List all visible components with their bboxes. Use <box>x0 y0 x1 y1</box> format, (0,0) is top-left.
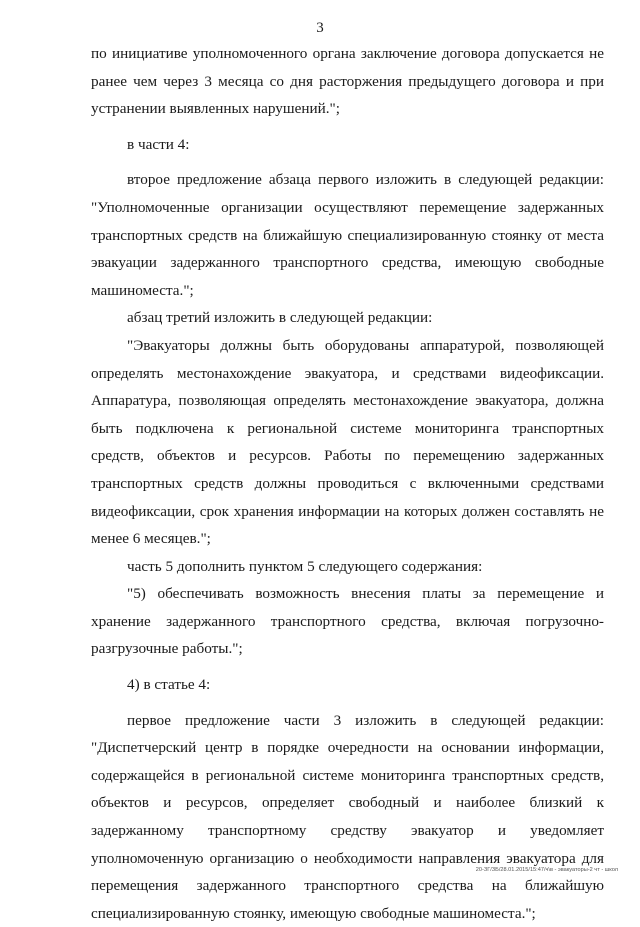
paragraph-dispatch-center: первое предложение части 3 изложить в следующей редакции: "Диспетчерский центр в порядке очередности на основании информации, содержащейся в региональной системе мониторинга транспортных средств, объектов и ресурсов, определяет свободный и наиболее близкий к задержанному транспортному средству эвакуатор и уведомляет уполномоченную организацию о необходимости направления эвакуатора для перемещения задержанного транспортного средства на ближайшую специализированную стоянку, имеющую свободные машиноместа."; <box>91 711 604 922</box>
paragraph-article-4-heading: 4) в статье 4: <box>127 676 211 694</box>
paragraph-part-5-addition: часть 5 дополнить пунктом 5 следующего содержания: <box>127 557 483 575</box>
paragraph-tow-trucks-equipment: "Эвакуаторы должны быть оборудованы аппаратурой, позволяющей определять местонахождение эвакуатора, и средствами видеофиксации. Аппаратура, позволяющая определять местонахождение эвакуатора, должна быть подключена к региональной системе мониторинга транспортных средств, объектов и ресурсов. Работы по перемещению задержанных транспортных средств должны проводиться с включенными средствами видеофиксации, срок хранения информации на которых должен составлять не менее 6 месяцев."; <box>91 336 604 548</box>
footer-file-reference: 20-ЗГ/ЗБ/28.01.2015/15:47/ч\в - эвакуаторы-2 чт - школ <box>475 867 618 873</box>
document-body <box>91 40 604 927</box>
page-number: 3 <box>316 20 324 36</box>
paragraph-part-4-heading: в части 4: <box>127 135 190 153</box>
paragraph-continuation: по инициативе уполномоченного органа заключение договора допускается не ранее чем через 3 месяца со дня расторжения предыдущего договора и при устранении выявленных нарушений."; <box>91 45 604 118</box>
paragraph-second-sentence-edit: второе предложение абзаца первого изложить в следующей редакции: "Уполномоченные организации осуществляют перемещение задержанных транспортных средств на ближайшую специализированную стоянку от места эвакуации задержанного транспортного средства, имеющую свободные машиноместа."; <box>91 171 604 299</box>
paragraph-third-subsection-heading: абзац третий изложить в следующей редакции: <box>127 309 433 327</box>
paragraph-item-5-payment: "5) обеспечивать возможность внесения платы за перемещение и хранение задержанного транспортного средства, включая погрузочно-разгрузочные работы."; <box>91 585 604 658</box>
